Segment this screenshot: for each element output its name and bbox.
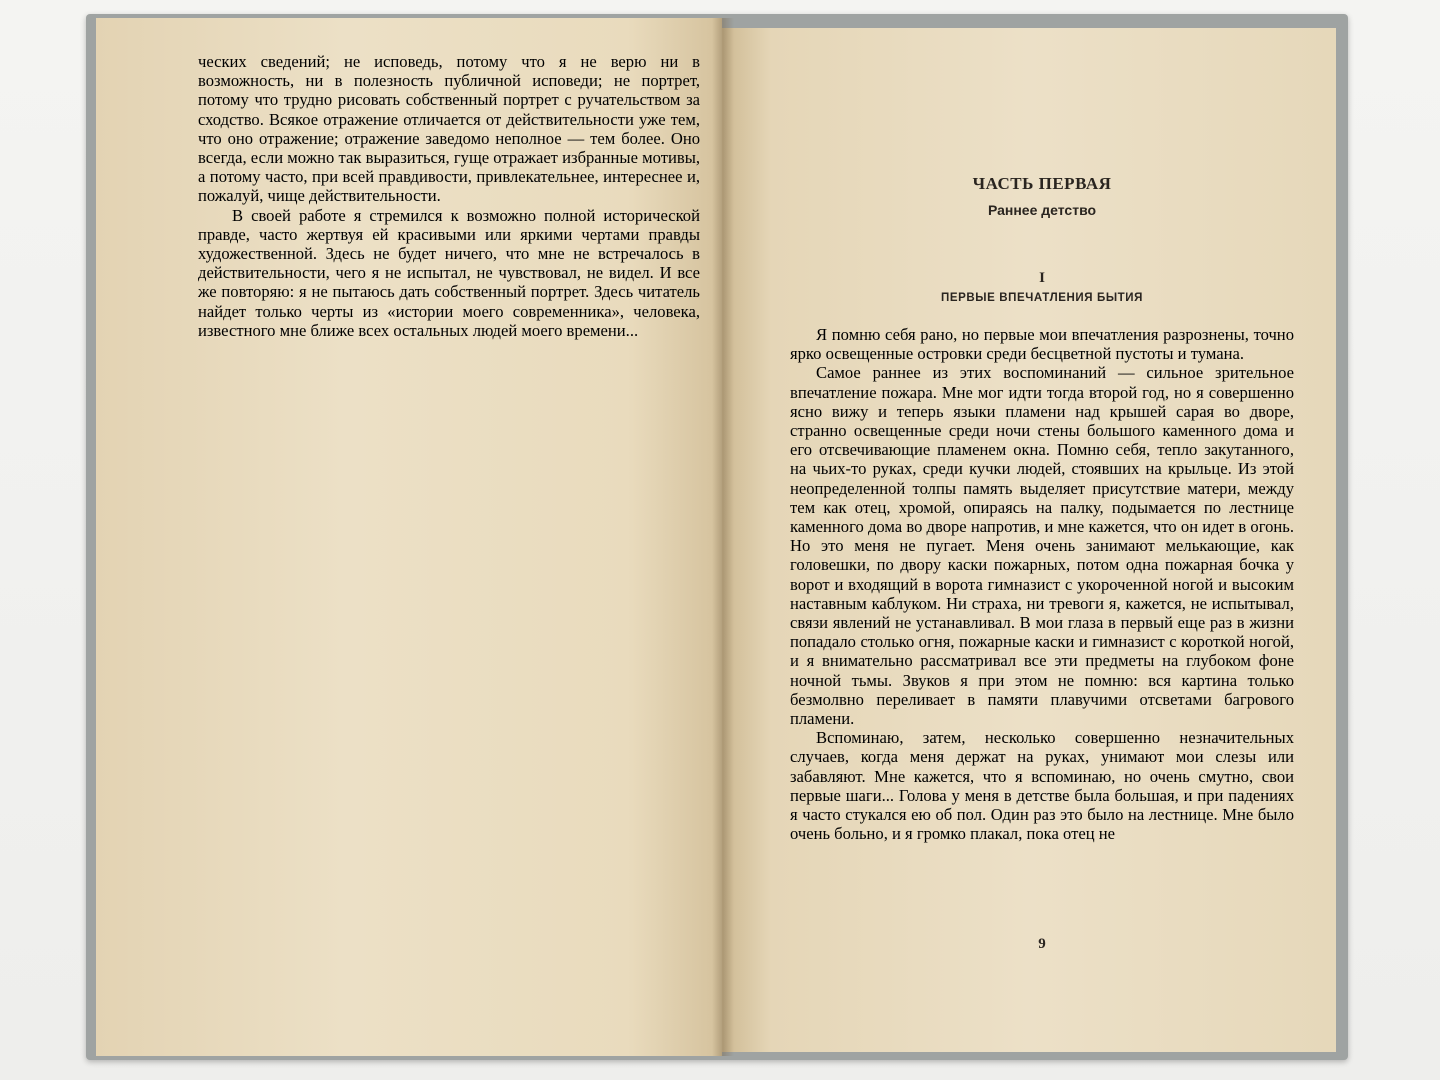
right-paragraph-2: Самое раннее из этих воспоминаний — сильное зрительное впечатление пожара. Мне мог идти тогда второй год, но я совершенно ясно вижу и теперь языки пламени над крышей сарая во дворе, странно освещенные среди ночи стены большого каменного дома и его отсвечивающие пламенем окна. Помню себя, тепло закутанного, на чьих-то руках, среди кучки людей, стоявших на крыльце. Из этой неопределенной толпы память выделяет присутствие матери, между тем как отец, хромой, опираясь на палку, подымается по лестнице каменного дома во дворе напротив, и мне кажется, что он идет в огонь. Но это меня не пугает. Меня очень занимают мелькающие, как головешки, по двору каски пожарных, потом одна пожарная бочка у ворот и входящий в ворота гимназист с укороченной ногой и высоким наставным каблуком. Ни страха, ни тревоги я, кажется, не испытывал, связи явлений не устанавливал. В мои глаза в первый еще раз в жизни попадало столько огня, пожарные каски и гимназист с короткой ногой, и я внимательно рассматривал все эти предметы на глубоком фоне ночной тьмы. Звуков я при этом не помню: вся картина только безмолвно переливает в памяти плавучими отсветами багрового пламени. [790,363,1294,729]
left-page-text [198,52,700,340]
right-paragraph-1: Я помню себя рано, но первые мои впечатления разрознены, точно ярко освещенные островки среди бесцветной пустоты и тумана. [790,325,1294,364]
part-title: ЧАСТЬ ПЕРВАЯ [972,174,1112,193]
left-paragraph-1: ческих сведений; не исповедь, потому что я не верю ни в возможность, ни в полезность публичной исповеди; не портрет, потому что трудно рисовать собственный портрет с ручательством за сходство. Всякое отражение отличается от действительности уже тем, что оно отражение; отражение заведомо неполное — тем более. Оно всегда, если можно так выразиться, гуще отражает избранные мотивы, а потому часто, при всей правдивости, привлекательнее, интереснее и, пожалуй, чище действительности. [198,52,700,206]
book-gutter [712,18,734,1056]
right-paragraph-3: Вспоминаю, затем, несколько совершенно незначительных случаев, когда меня держат на руках, унимают мои слезы или забавляют. Мне кажется, что я вспоминаю, но очень смутно, свои первые шаги... Голова у меня в детстве была большая, и при падениях я часто стукался ею об пол. Один раз это было на лестнице. Мне было очень больно, и я громко плакал, пока отец не [790,728,1294,844]
chapter-title: ПЕРВЫЕ ВПЕЧАТЛЕНИЯ БЫТИЯ [940,292,1144,304]
left-paragraph-2: В своей работе я стремился к возможно полной исторической правде, часто жертвуя ей красивыми или яркими чертами правды художественной. Здесь не будет ничего, что мне не встречалось в действительности, чего я не испытал, не чувствовал, не видел. И все же повторяю: я не пытаюсь дать собственный портрет. Здесь читатель найдет только черты из «истории моего современника», человека, известного мне ближе всех остальных людей моего времени... [198,205,700,340]
part-subtitle: Раннее детство [987,202,1097,218]
chapter-number: I [1039,270,1045,286]
right-page-text [790,325,1294,843]
page-number: 9 [1038,936,1046,952]
